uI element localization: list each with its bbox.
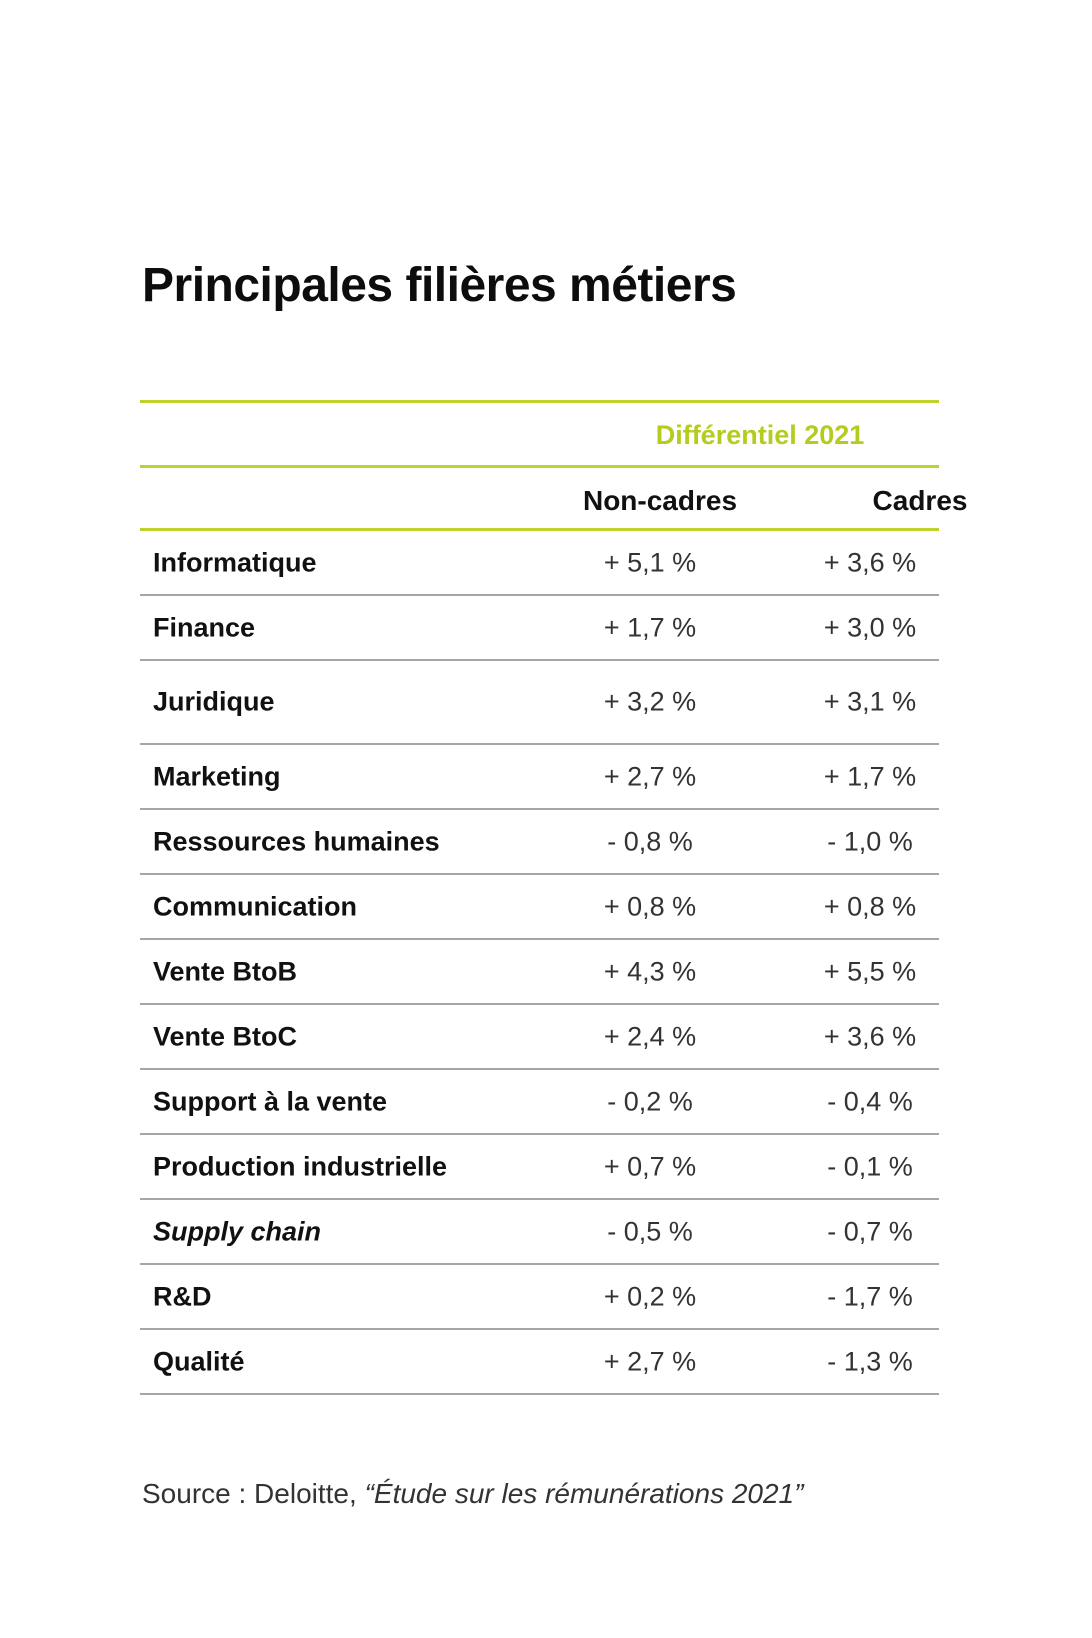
value-cadres: - 1,3 % bbox=[827, 1346, 913, 1376]
row-label: Qualité bbox=[153, 1346, 245, 1376]
table-row bbox=[140, 745, 939, 810]
table-row bbox=[140, 1265, 939, 1330]
table-row bbox=[140, 1330, 939, 1395]
row-label: Informatique bbox=[153, 547, 317, 577]
table-row bbox=[140, 1135, 939, 1200]
value-non-cadres: + 0,7 % bbox=[603, 1151, 697, 1181]
column-header-row bbox=[140, 465, 968, 531]
value-non-cadres: + 5,1 % bbox=[603, 547, 697, 577]
row-label: Juridique bbox=[153, 686, 275, 717]
source-prefix: Source : Deloitte, bbox=[142, 1478, 365, 1509]
value-non-cadres: + 3,2 % bbox=[603, 686, 697, 717]
table-row bbox=[140, 875, 939, 940]
source-publication: “Étude sur les rémunérations 2021” bbox=[364, 1478, 804, 1509]
value-cadres: + 3,6 % bbox=[823, 547, 917, 577]
table-row bbox=[140, 1070, 939, 1135]
value-non-cadres: - 0,2 % bbox=[607, 1086, 693, 1116]
value-non-cadres: + 4,3 % bbox=[603, 956, 697, 986]
group-header-differentiel: Différentiel 2021 bbox=[655, 420, 865, 450]
row-label: Communication bbox=[153, 891, 358, 921]
salary-differential-table bbox=[140, 400, 968, 1395]
row-label: Support à la vente bbox=[153, 1086, 388, 1116]
row-label: Finance bbox=[153, 612, 256, 642]
value-cadres: + 5,5 % bbox=[823, 956, 917, 986]
table-row bbox=[140, 1200, 939, 1265]
value-non-cadres: + 2,7 % bbox=[603, 761, 697, 791]
value-cadres: + 3,1 % bbox=[823, 686, 917, 717]
table-row bbox=[140, 661, 939, 745]
table-row bbox=[140, 596, 939, 661]
column-header-non-cadres: Non-cadres bbox=[582, 485, 738, 516]
value-cadres: - 1,0 % bbox=[827, 826, 913, 856]
row-label: Supply chain bbox=[153, 1216, 322, 1246]
row-label: Vente BtoC bbox=[153, 1021, 298, 1051]
row-label: Marketing bbox=[153, 761, 281, 791]
table-row bbox=[140, 1005, 939, 1070]
row-label: Ressources humaines bbox=[153, 826, 440, 856]
source-citation bbox=[142, 1478, 803, 1510]
table-row bbox=[140, 531, 939, 596]
value-non-cadres: + 0,8 % bbox=[603, 891, 697, 921]
value-non-cadres: + 2,4 % bbox=[603, 1021, 697, 1051]
value-non-cadres: - 0,5 % bbox=[607, 1216, 693, 1246]
value-non-cadres: - 0,8 % bbox=[607, 826, 693, 856]
value-cadres: + 0,8 % bbox=[823, 891, 917, 921]
value-cadres: + 1,7 % bbox=[823, 761, 917, 791]
table-row bbox=[140, 810, 939, 875]
value-non-cadres: + 0,2 % bbox=[603, 1281, 697, 1311]
value-cadres: + 3,0 % bbox=[823, 612, 917, 642]
value-cadres: - 0,7 % bbox=[827, 1216, 913, 1246]
row-label: Vente BtoB bbox=[153, 956, 298, 986]
value-cadres: + 3,6 % bbox=[823, 1021, 917, 1051]
value-non-cadres: + 2,7 % bbox=[603, 1346, 697, 1376]
value-cadres: - 0,4 % bbox=[827, 1086, 913, 1116]
value-non-cadres: + 1,7 % bbox=[603, 612, 697, 642]
group-header-row bbox=[140, 400, 939, 465]
column-header-cadres: Cadres bbox=[872, 485, 968, 516]
row-label: R&D bbox=[153, 1281, 212, 1311]
value-cadres: - 0,1 % bbox=[827, 1151, 913, 1181]
row-label: Production industrielle bbox=[153, 1151, 448, 1181]
value-cadres: - 1,7 % bbox=[827, 1281, 913, 1311]
page-title: Principales filières métiers bbox=[142, 259, 737, 312]
table-row bbox=[140, 940, 939, 1005]
